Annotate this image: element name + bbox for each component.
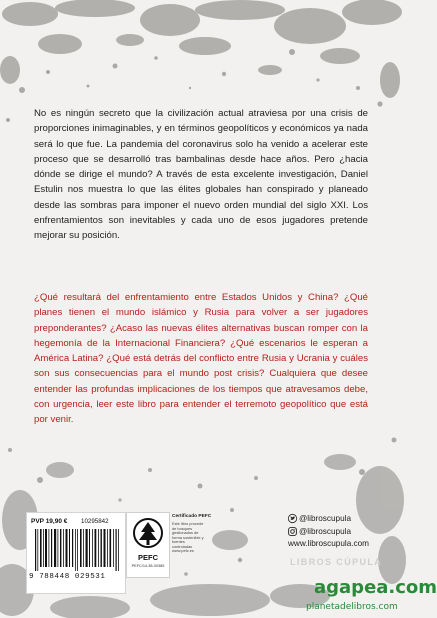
- instagram-icon: [288, 527, 297, 536]
- pefc-label: PEFC: [137, 553, 158, 562]
- questions-paragraph: ¿Qué resultará del enfrentamiento entre Estados Unidos y China? ¿Qué planes tienen el mundo islámico y Rusia para volver a ser jugadores preponderantes? ¿Acaso las nuevas élites alternativas buscan romper con la hegemonía de la Internacional Financiera? ¿Qué escenarios le esperan a América Latina? ¿Qué está detrás del conflicto entre Rusia y Ucrania y cuáles son sus consecuencias para el mundo post crisis? Cualquiera que desee entender las profundas implicaciones de los tiempos que atravesamos debe, con urgencia, leer este libro para entender el terremoto geopolítico que está por venir.: [34, 292, 368, 426]
- tree-icon: [127, 513, 169, 553]
- pefc-logo: [126, 512, 170, 578]
- barcode-bars-icon: [35, 529, 119, 571]
- pefc-description: Este libro procede de bosques gestionados de forma sostenible y fuentes controladas: [172, 521, 204, 549]
- twitter-icon: [288, 514, 297, 523]
- watermark-brand: agapea.com: [314, 577, 437, 598]
- isbn-barcode: [26, 512, 126, 594]
- pefc-url: www.pefc.es: [172, 548, 194, 553]
- store-watermark: [300, 577, 437, 618]
- pefc-title: Certificado PEFC: [172, 514, 212, 519]
- publisher-website-link[interactable]: www.libroscupula.com: [288, 539, 369, 548]
- pefc-code: PEFC/14-38-00385: [131, 564, 165, 568]
- intro-paragraph: No es ningún secreto que la civilización actual atraviesa por una crisis de proporciones inimaginables, y en términos geopolíticos y económicos ya nada será lo que fue. La pandemia del coronavirus solo ha venido a acelerar este proceso que se desarrolló tras bambalinas desde hace años. Pero ¿hacia dónde se dirige el mundo? A través de esta excelente investigación, Daniel Estulin nos muestra lo que las élites globales han conspirado y planeado desde las sombras para imponer el nuevo orden mundial del siglo XXI. Los enfrentamientos son inevitables y cada uno de esos jugadores pretende mejorar su posición.: [34, 108, 368, 242]
- pefc-certification: [126, 512, 212, 594]
- watermark-site: planetadelibros.com: [306, 602, 398, 612]
- publisher-logo: LIBROS CÚPULA: [290, 557, 383, 567]
- barcode-digits: 9 788448 029531: [29, 573, 106, 581]
- instagram-handle: @libroscupula: [299, 527, 352, 536]
- twitter-handle: @libroscupula: [299, 514, 352, 523]
- product-code: 10295842: [81, 518, 109, 525]
- price-label: PVP 19,90 €: [31, 518, 68, 525]
